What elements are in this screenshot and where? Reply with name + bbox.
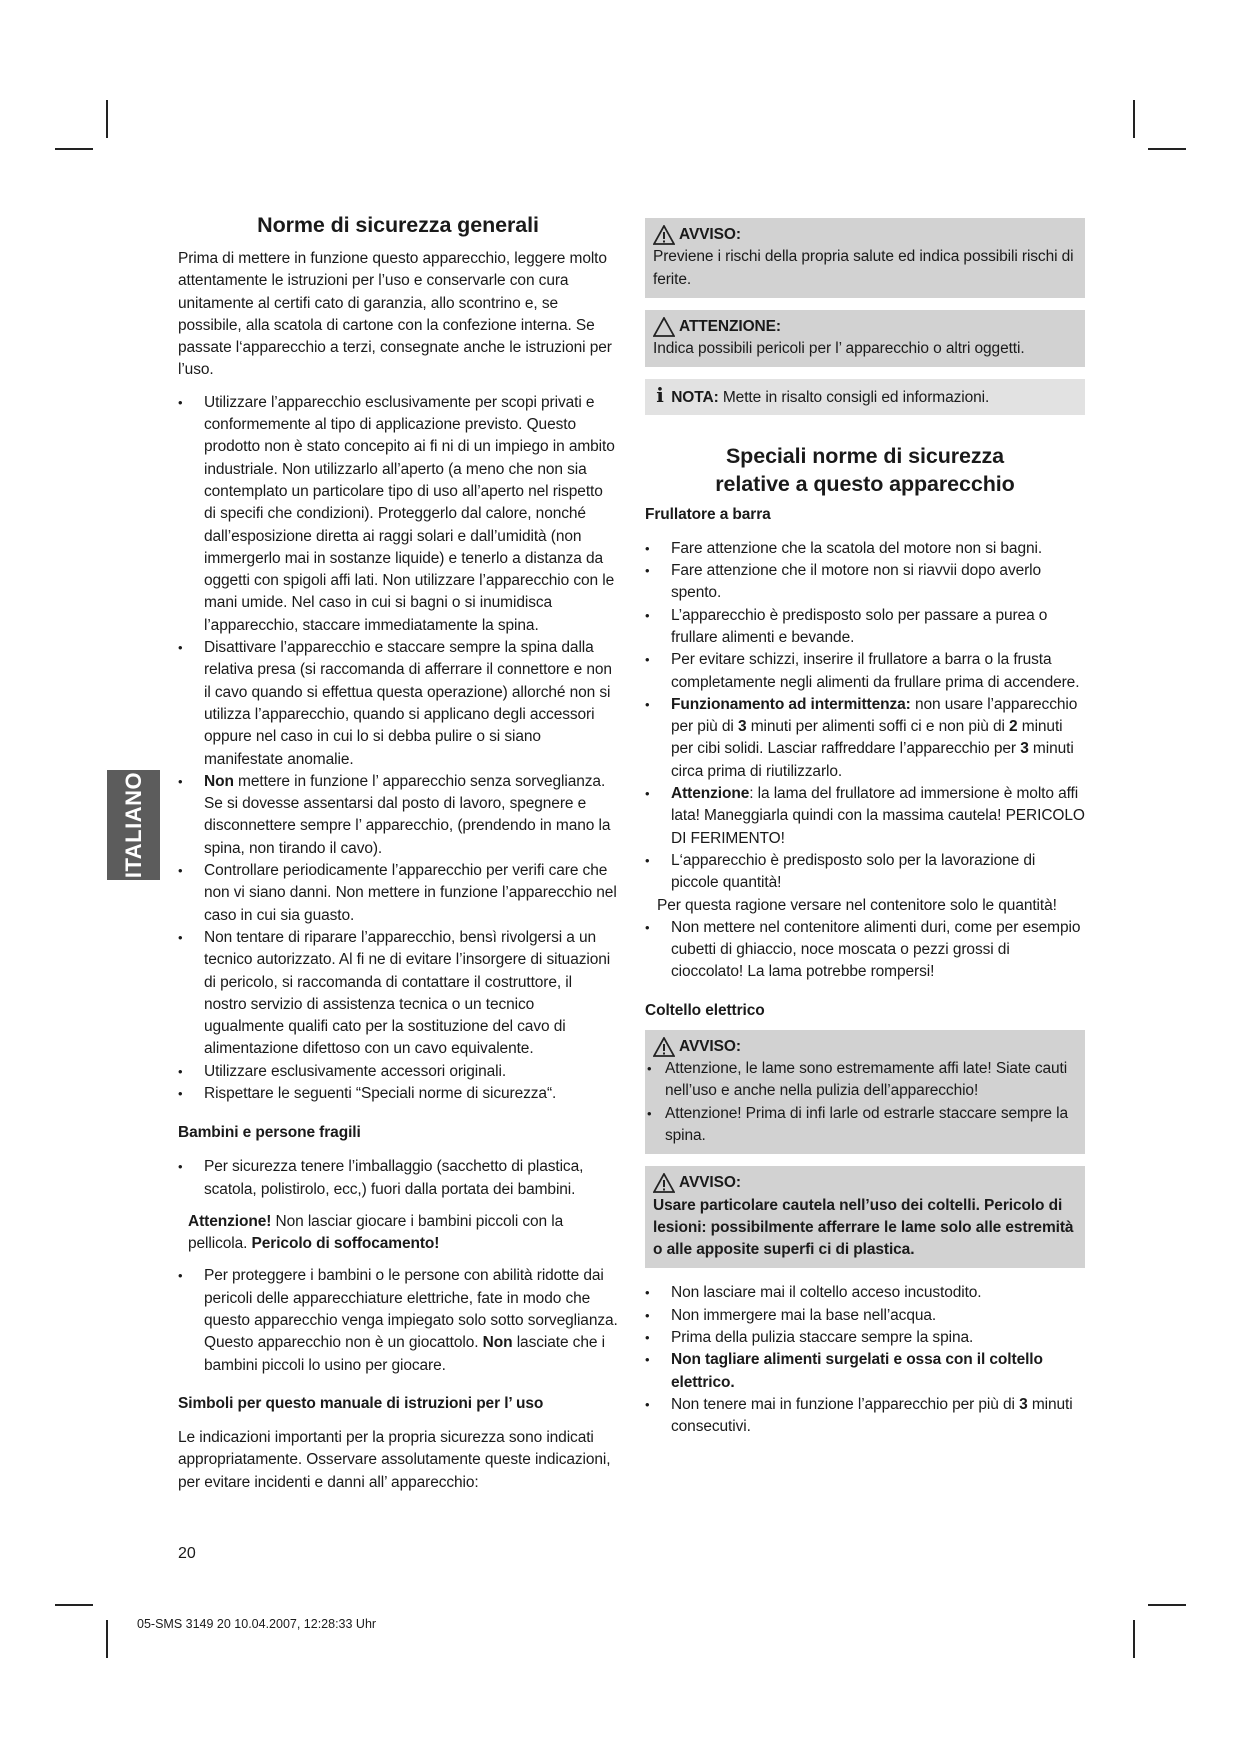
- list-item: • Attenzione: la lama del frullatore ad immersione è molto affi lata! Maneggiarla quindi con la massima cautela! PERICOLO DI FERIMENTO!: [645, 783, 1085, 850]
- crop-mark: [1133, 100, 1135, 138]
- list-item: • Non lasciare mai il coltello acceso incustodito.: [645, 1282, 1085, 1304]
- list-item: • Per proteggere i bambini o le persone con abilità ridotte dai pericoli delle apparecchiature elettriche, fate in modo che questo apparecchio venga impiegato solo sotto sorveglianza. Questo apparecchio non è un giocattolo. Non lasciate che i bambini piccoli lo usino per giocare.: [178, 1265, 618, 1376]
- list-item: • Non tagliare alimenti surgelati e ossa con il coltello elettrico.: [645, 1349, 1085, 1394]
- list-item: • Controllare periodicamente l’apparecchio per verifi care che non vi siano danni. Non mettere in funzione l’apparecchio nel caso in cui sia guasto.: [178, 860, 618, 927]
- blender-list-2: [645, 917, 1085, 984]
- left-column: [178, 212, 618, 1494]
- list-item: • Utilizzare esclusivamente accessori originali.: [178, 1061, 618, 1083]
- info-icon: i: [656, 383, 664, 408]
- list-item: • Non tenere mai in funzione l’apparecchio per più di 3 minuti consecutivi.: [645, 1394, 1085, 1439]
- warning-box: [645, 218, 1085, 298]
- subheading-blender: Frullatore a barra: [645, 505, 771, 523]
- list-item: • Fare attenzione che il motore non si riavvii dopo averlo spento.: [645, 560, 1085, 605]
- print-footer: 05-SMS 3149 20 10.04.2007, 12:28:33 Uhr: [137, 1617, 377, 1631]
- warning-text: Usare particolare cautela nell’uso dei coltelli. Pericolo di lesioni: possibilmente afferrare le lame solo alle estremità o alle apposite superfi ci di plastica.: [653, 1196, 1074, 1259]
- list-item: • L‘apparecchio è predisposto solo per la lavorazione di piccole quantità!: [645, 850, 1085, 895]
- section-title-general-safety: Norme di sicurezza generali: [257, 213, 539, 237]
- language-tab: [107, 770, 160, 880]
- language-tab-label: ITALIANO: [120, 771, 146, 879]
- subheading-knife: Coltello elettrico: [645, 1001, 765, 1019]
- crop-mark: [1133, 1620, 1135, 1658]
- list-item: • Utilizzare l’apparecchio esclusivamente per scopi privati e conformemente al tipo di applicazione previsto. Questo prodotto non è stato concepito ai fi ni di un impiego in ambito industriale. Non utilizzarlo all’aperto (a meno che non sia contemplato un particolare tipo di uso all’aperto nel rispetto di specifi che condizioni). Proteggerlo dal calore, nonché dall’esposizione diretta ai raggi solari e dall’umidità (non immergerlo mai in sostanze liquide) e tenerlo a distanza da oggetti con spigoli affi lati. Non utilizzare l’apparecchio con le mani umide. Nel caso in cui si bagni o si inumidisca l’apparecchio, staccare immediatamente la spina.: [178, 392, 618, 637]
- children-attention: Attenzione! Non lasciar giocare i bambini piccoli con la pellicola. Pericolo di soffocamento!: [188, 1212, 564, 1253]
- crop-mark: [55, 148, 93, 150]
- page-number: 20: [178, 1545, 196, 1562]
- subheading-symbols: Simboli per questo manuale di istruzioni per l’ uso: [178, 1394, 544, 1412]
- warning-triangle-icon: [653, 225, 675, 245]
- knife-warning-box: [645, 1030, 1085, 1154]
- caution-label: ATTENZIONE:: [679, 317, 781, 335]
- crop-mark: [1148, 1604, 1186, 1606]
- list-item: • L’apparecchio è predisposto solo per passare a purea o frullare alimenti e bevande.: [645, 605, 1085, 650]
- intro-paragraph: Prima di mettere in funzione questo apparecchio, leggere molto attentamente le istruzioni per l’uso e conservarle con cura unitamente al certifi cato di garanzia, allo scontrino e, se possibile, alla scatola di cartone con la confezione interna. Se passate l‘apparecchio a terzi, consegnate anche le istruzioni per l’uso.: [178, 250, 612, 379]
- caution-text: Indica possibili pericoli per l’ apparecchio o altri oggetti.: [653, 340, 1025, 358]
- warning-triangle-icon: [653, 1037, 675, 1057]
- list-item: • Prima della pulizia staccare sempre la spina.: [645, 1327, 1085, 1349]
- blender-note: Per questa ragione versare nel contenitore solo le quantità!: [657, 896, 1057, 914]
- subheading-children: Bambini e persone fragili: [178, 1124, 361, 1142]
- crop-mark: [1148, 148, 1186, 150]
- crop-mark: [106, 1620, 108, 1658]
- list-item: • Non mettere in funzione l’ apparecchio senza sorveglianza. Se si dovesse assentarsi dal posto di lavoro, spegnere e disconnettere sempre l’ apparecchio, (prendendo in mano la spina, non tirando il cavo).: [178, 771, 618, 860]
- note-text: Mette in risalto consigli ed informazioni.: [718, 389, 990, 407]
- caution-triangle-icon: [653, 317, 675, 337]
- crop-mark: [106, 100, 108, 138]
- list-item: • Attenzione, le lame sono estremamente affi late! Siate cauti nell’uso e anche nella pulizia dell’apparecchio!: [647, 1058, 1077, 1103]
- special-safety-title: Speciali norme di sicurezza relative a questo apparecchio: [715, 443, 1015, 496]
- right-column: [645, 218, 1085, 1438]
- warning-label: AVVISO:: [679, 226, 741, 243]
- general-safety-list: [178, 392, 618, 1106]
- knife-warning-box-2: [645, 1166, 1085, 1268]
- note-box: [645, 379, 1085, 414]
- list-item: • Per sicurezza tenere l’imballaggio (sacchetto di plastica, scatola, polistirolo, ecc,) fuori dalla portata dei bambini.: [178, 1156, 618, 1201]
- warning-label: AVVISO:: [679, 1037, 741, 1055]
- list-item: • Rispettare le seguenti “Speciali norme di sicurezza“.: [178, 1083, 618, 1105]
- symbols-paragraph: Le indicazioni importanti per la propria sicurezza sono indicati appropriatamente. Osservare assolutamente queste indicazioni, per evitare incidenti e danni all’ apparecchio:: [178, 1428, 611, 1491]
- list-item: • Fare attenzione che la scatola del motore non si bagni.: [645, 538, 1085, 560]
- list-item: • Attenzione! Prima di infi larle od estrarle staccare sempre la spina.: [647, 1103, 1077, 1148]
- caution-box: [645, 310, 1085, 368]
- list-item: • Non mettere nel contenitore alimenti duri, come per esempio cubetti di ghiaccio, noce moscata o pezzi grossi di cioccolato! La lama potrebbe rompersi!: [645, 917, 1085, 984]
- note-label: NOTA:: [671, 389, 719, 407]
- warning-label: AVVISO:: [679, 1174, 741, 1192]
- knife-list: [645, 1282, 1085, 1438]
- list-item: • Per evitare schizzi, inserire il frullatore a barra o la frusta completamente negli alimenti da frullare prima di accendere.: [645, 649, 1085, 694]
- list-item: • Funzionamento ad intermittenza: non usare l’apparecchio per più di 3 minuti per alimenti soffi ci e non più di 2 minuti per cibi solidi. Lasciar raffreddare l’apparecchio per 3 minuti circa prima di riutilizzarlo.: [645, 694, 1085, 783]
- children-list: [178, 1156, 618, 1201]
- crop-mark: [55, 1604, 93, 1606]
- list-item: • Disattivare l’apparecchio e staccare sempre la spina dalla relativa presa (si raccomanda di afferrare il connettore e non il cavo quando si effettua questa operazione) allorché non si utilizza l’apparecchio, quando si applicano degli accessori oppure nel caso in cui lo si debba pulire o si siano manifestate anomalie.: [178, 637, 618, 771]
- warning-triangle-icon: [653, 1173, 675, 1193]
- children-list-2: [178, 1265, 618, 1376]
- list-item: • Non tentare di riparare l’apparecchio, bensì rivolgersi a un tecnico autorizzato. Al fi ne di evitare l’insorgere di situazioni di pericolo, si raccomanda di contattare il costruttore, il nostro servizio di assistenza tecnica o un tecnico ugualmente qualifi cato per la sostituzione del cavo di alimentazione difettoso con un cavo equivalente.: [178, 927, 618, 1061]
- warning-text: Previene i rischi della propria salute ed indica possibili rischi di ferite.: [653, 248, 1074, 288]
- blender-list: [645, 538, 1085, 895]
- list-item: • Non immergere mai la base nell’acqua.: [645, 1305, 1085, 1327]
